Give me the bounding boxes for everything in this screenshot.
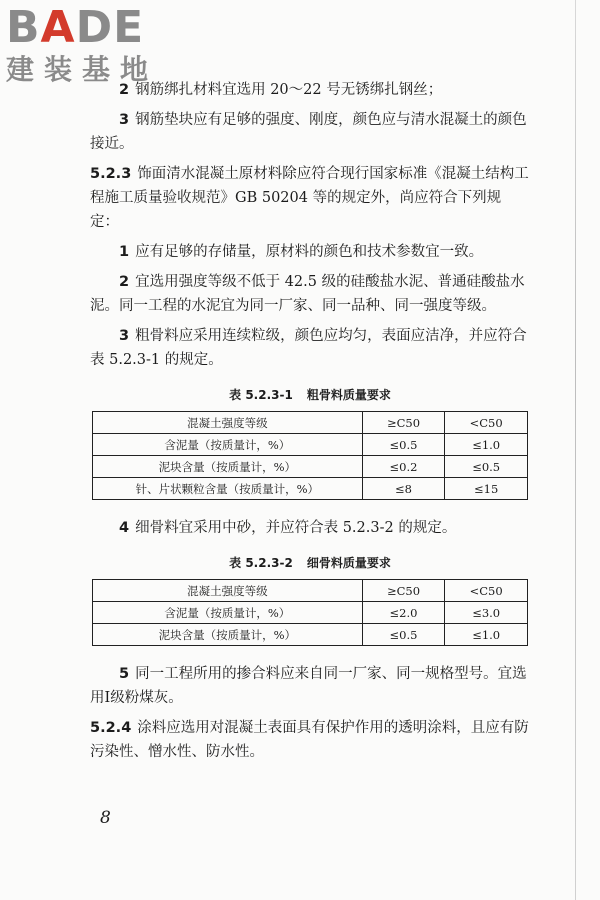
table-cell: 混凝土强度等级	[93, 412, 363, 434]
table-cell: 针、片状颗粒含量（按质量计，%）	[93, 478, 363, 500]
logo-subtitle: 建装基地	[6, 53, 159, 86]
table-cell: ≤0.5	[362, 434, 445, 456]
table-row	[93, 478, 528, 500]
table-row	[93, 624, 528, 646]
item-5-admixture: 5 同一工程所用的掺合料应来自同一厂家、同一规格型号。宜选用Ⅰ级粉煤灰。	[90, 666, 527, 706]
logo-letter-b: B	[6, 2, 41, 53]
table-row	[93, 412, 528, 434]
fine-aggregate-table	[92, 579, 528, 646]
logo-letter-a: A	[40, 2, 76, 53]
table-1-caption: 表 5.2.3-1 粗骨料质量要求	[229, 388, 391, 402]
page-number: 8	[100, 808, 111, 828]
table-cell: ≤2.0	[362, 602, 445, 624]
logo-wordmark	[6, 4, 158, 52]
table-cell: ≥C50	[362, 580, 445, 602]
table-cell: ≤15	[445, 478, 528, 500]
table-cell: <C50	[445, 412, 528, 434]
item-2-binding-wire: 2 钢筋绑扎材料宜选用 20～22 号无锈绑扎钢丝；	[119, 82, 443, 98]
table-cell: 混凝土强度等级	[93, 580, 363, 602]
table-cell: 含泥量（按质量计，%）	[93, 602, 363, 624]
table-cell: 泥块含量（按质量计，%）	[93, 624, 363, 646]
item-1-storage: 1 应有足够的存储量，原材料的颜色和技术参数宜一致。	[119, 244, 484, 260]
item-4-fine-aggregate: 4 细骨料宜采用中砂，并应符合表 5.2.3-2 的规定。	[119, 520, 457, 536]
table-cell: 含泥量（按质量计，%）	[93, 434, 363, 456]
table-row	[93, 602, 528, 624]
clause-5-2-4: 5.2.4 涂料应选用对混凝土表面具有保护作用的透明涂料，且应有防污染性、憎水性、防水性。	[90, 720, 529, 760]
clause-5-2-3: 5.2.3 饰面清水混凝土原材料除应符合现行国家标准《混凝土结构工程施工质量验收规范》GB 50204 等的规定外，尚应符合下列规定：	[90, 166, 529, 230]
table-cell: ≤0.5	[445, 456, 528, 478]
page-edge-line	[575, 0, 576, 900]
coarse-aggregate-table	[92, 411, 528, 500]
table-cell: ≤1.0	[445, 624, 528, 646]
table-cell: ≤0.5	[362, 624, 445, 646]
item-3-spacer-block: 3 钢筋垫块应有足够的强度、刚度，颜色应与清水混凝土的颜色接近。	[90, 112, 527, 152]
table-cell: ≥C50	[362, 412, 445, 434]
table-row	[93, 434, 528, 456]
table-cell: 泥块含量（按质量计，%）	[93, 456, 363, 478]
table-cell: ≤3.0	[445, 602, 528, 624]
table-row	[93, 580, 528, 602]
table-cell: ≤0.2	[362, 456, 445, 478]
table-cell: <C50	[445, 580, 528, 602]
table-2-caption: 表 5.2.3-2 细骨料质量要求	[229, 556, 391, 570]
bade-logo	[6, 4, 158, 86]
item-2-cement: 2 宜选用强度等级不低于 42.5 级的硅酸盐水泥、普通硅酸盐水泥。同一工程的水泥宜为同一厂家、同一品种、同一强度等级。	[90, 274, 525, 314]
logo-letters-de: DE	[75, 2, 145, 53]
document-body	[90, 78, 530, 764]
table-row	[93, 456, 528, 478]
item-3-coarse-aggregate: 3 粗骨料应采用连续粒级，颜色应均匀，表面应洁净，并应符合表 5.2.3-1 的规定。	[90, 328, 527, 368]
table-cell: ≤1.0	[445, 434, 528, 456]
table-cell: ≤8	[362, 478, 445, 500]
